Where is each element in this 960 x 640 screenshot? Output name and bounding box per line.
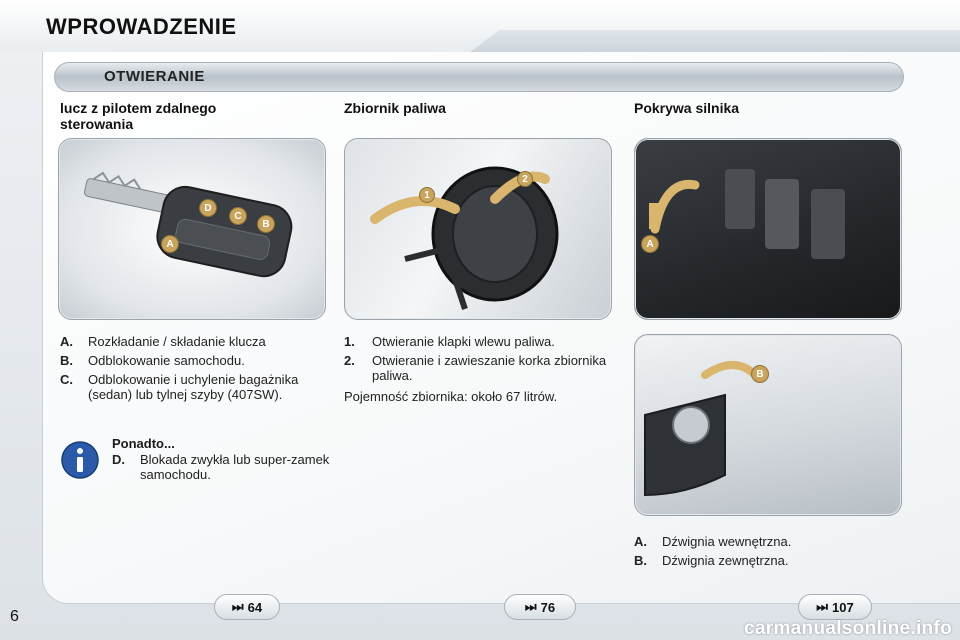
interior-lever-illustration xyxy=(635,139,902,320)
legend-item: A. Dźwignia wewnętrzna. xyxy=(634,534,792,549)
bonnet-exterior-photo xyxy=(634,334,902,516)
page-ref-76[interactable]: ⏭ 76 xyxy=(504,594,576,620)
fuel-cap-illustration xyxy=(345,139,612,320)
info-title: Ponadto... xyxy=(112,436,175,451)
page-title: WPROWADZENIE xyxy=(46,14,237,39)
legend-item: 1. Otwieranie klapki wlewu paliwa. xyxy=(344,334,555,349)
fuel-tank-legend xyxy=(344,334,614,404)
key-remote-heading: lucz z pilotem zdalnego sterowania xyxy=(60,100,217,132)
key-remote-photo xyxy=(58,138,326,320)
callout-2: 2 xyxy=(517,171,533,187)
bonnet-legend xyxy=(634,534,904,572)
page-ref-icon: ⏭ xyxy=(524,599,537,614)
callout-d: D xyxy=(199,199,217,217)
info-box xyxy=(60,436,340,516)
callout-a: A xyxy=(161,235,179,253)
info-icon xyxy=(60,440,100,480)
legend-item: 2. Otwieranie i zawieszanie korka zbiornika paliwa. xyxy=(344,353,607,383)
bonnet-interior-photo xyxy=(634,138,902,320)
fuel-capacity-note: Pojemność zbiornika: około 67 litrów. xyxy=(344,389,558,404)
page-ref-64[interactable]: ⏭ 64 xyxy=(214,594,280,620)
legend-item: B. Odblokowanie samochodu. xyxy=(60,353,245,368)
legend-item: D. Blokada zwykła lub super-zamek samochodu. xyxy=(112,452,330,482)
callout-exterior-b: B xyxy=(751,365,769,383)
callout-1: 1 xyxy=(419,187,435,203)
key-remote-legend xyxy=(60,334,330,406)
info-legend xyxy=(112,452,342,486)
key-remote-illustration xyxy=(59,139,326,320)
fuel-tank-heading: Zbiornik paliwa xyxy=(344,100,446,116)
callout-b: B xyxy=(257,215,275,233)
bonnet-heading: Pokrywa silnika xyxy=(634,100,740,116)
exterior-lever-illustration xyxy=(635,335,902,516)
header-band xyxy=(470,30,960,52)
legend-item: C. Odblokowanie i uchylenie bagażnika (sedan) lub tylnej szyby (407SW). xyxy=(60,372,299,402)
content-panel xyxy=(42,52,960,604)
page-ref-icon: ⏭ xyxy=(231,599,244,614)
legend-item: B. Dźwignia zewnętrzna. xyxy=(634,553,789,568)
page-ref-icon: ⏭ xyxy=(816,599,828,614)
legend-item: A. Rozkładanie / składanie klucza xyxy=(60,334,266,349)
page-number: 6 xyxy=(10,608,19,625)
page-ref-107[interactable]: ⏭ 107 xyxy=(798,594,872,620)
watermark: carmanualsonline.info xyxy=(744,618,952,639)
callout-c: C xyxy=(229,207,247,225)
section-title: OTWIERANIE xyxy=(104,68,205,85)
callout-interior-a: A xyxy=(641,235,659,253)
fuel-tank-photo xyxy=(344,138,612,320)
